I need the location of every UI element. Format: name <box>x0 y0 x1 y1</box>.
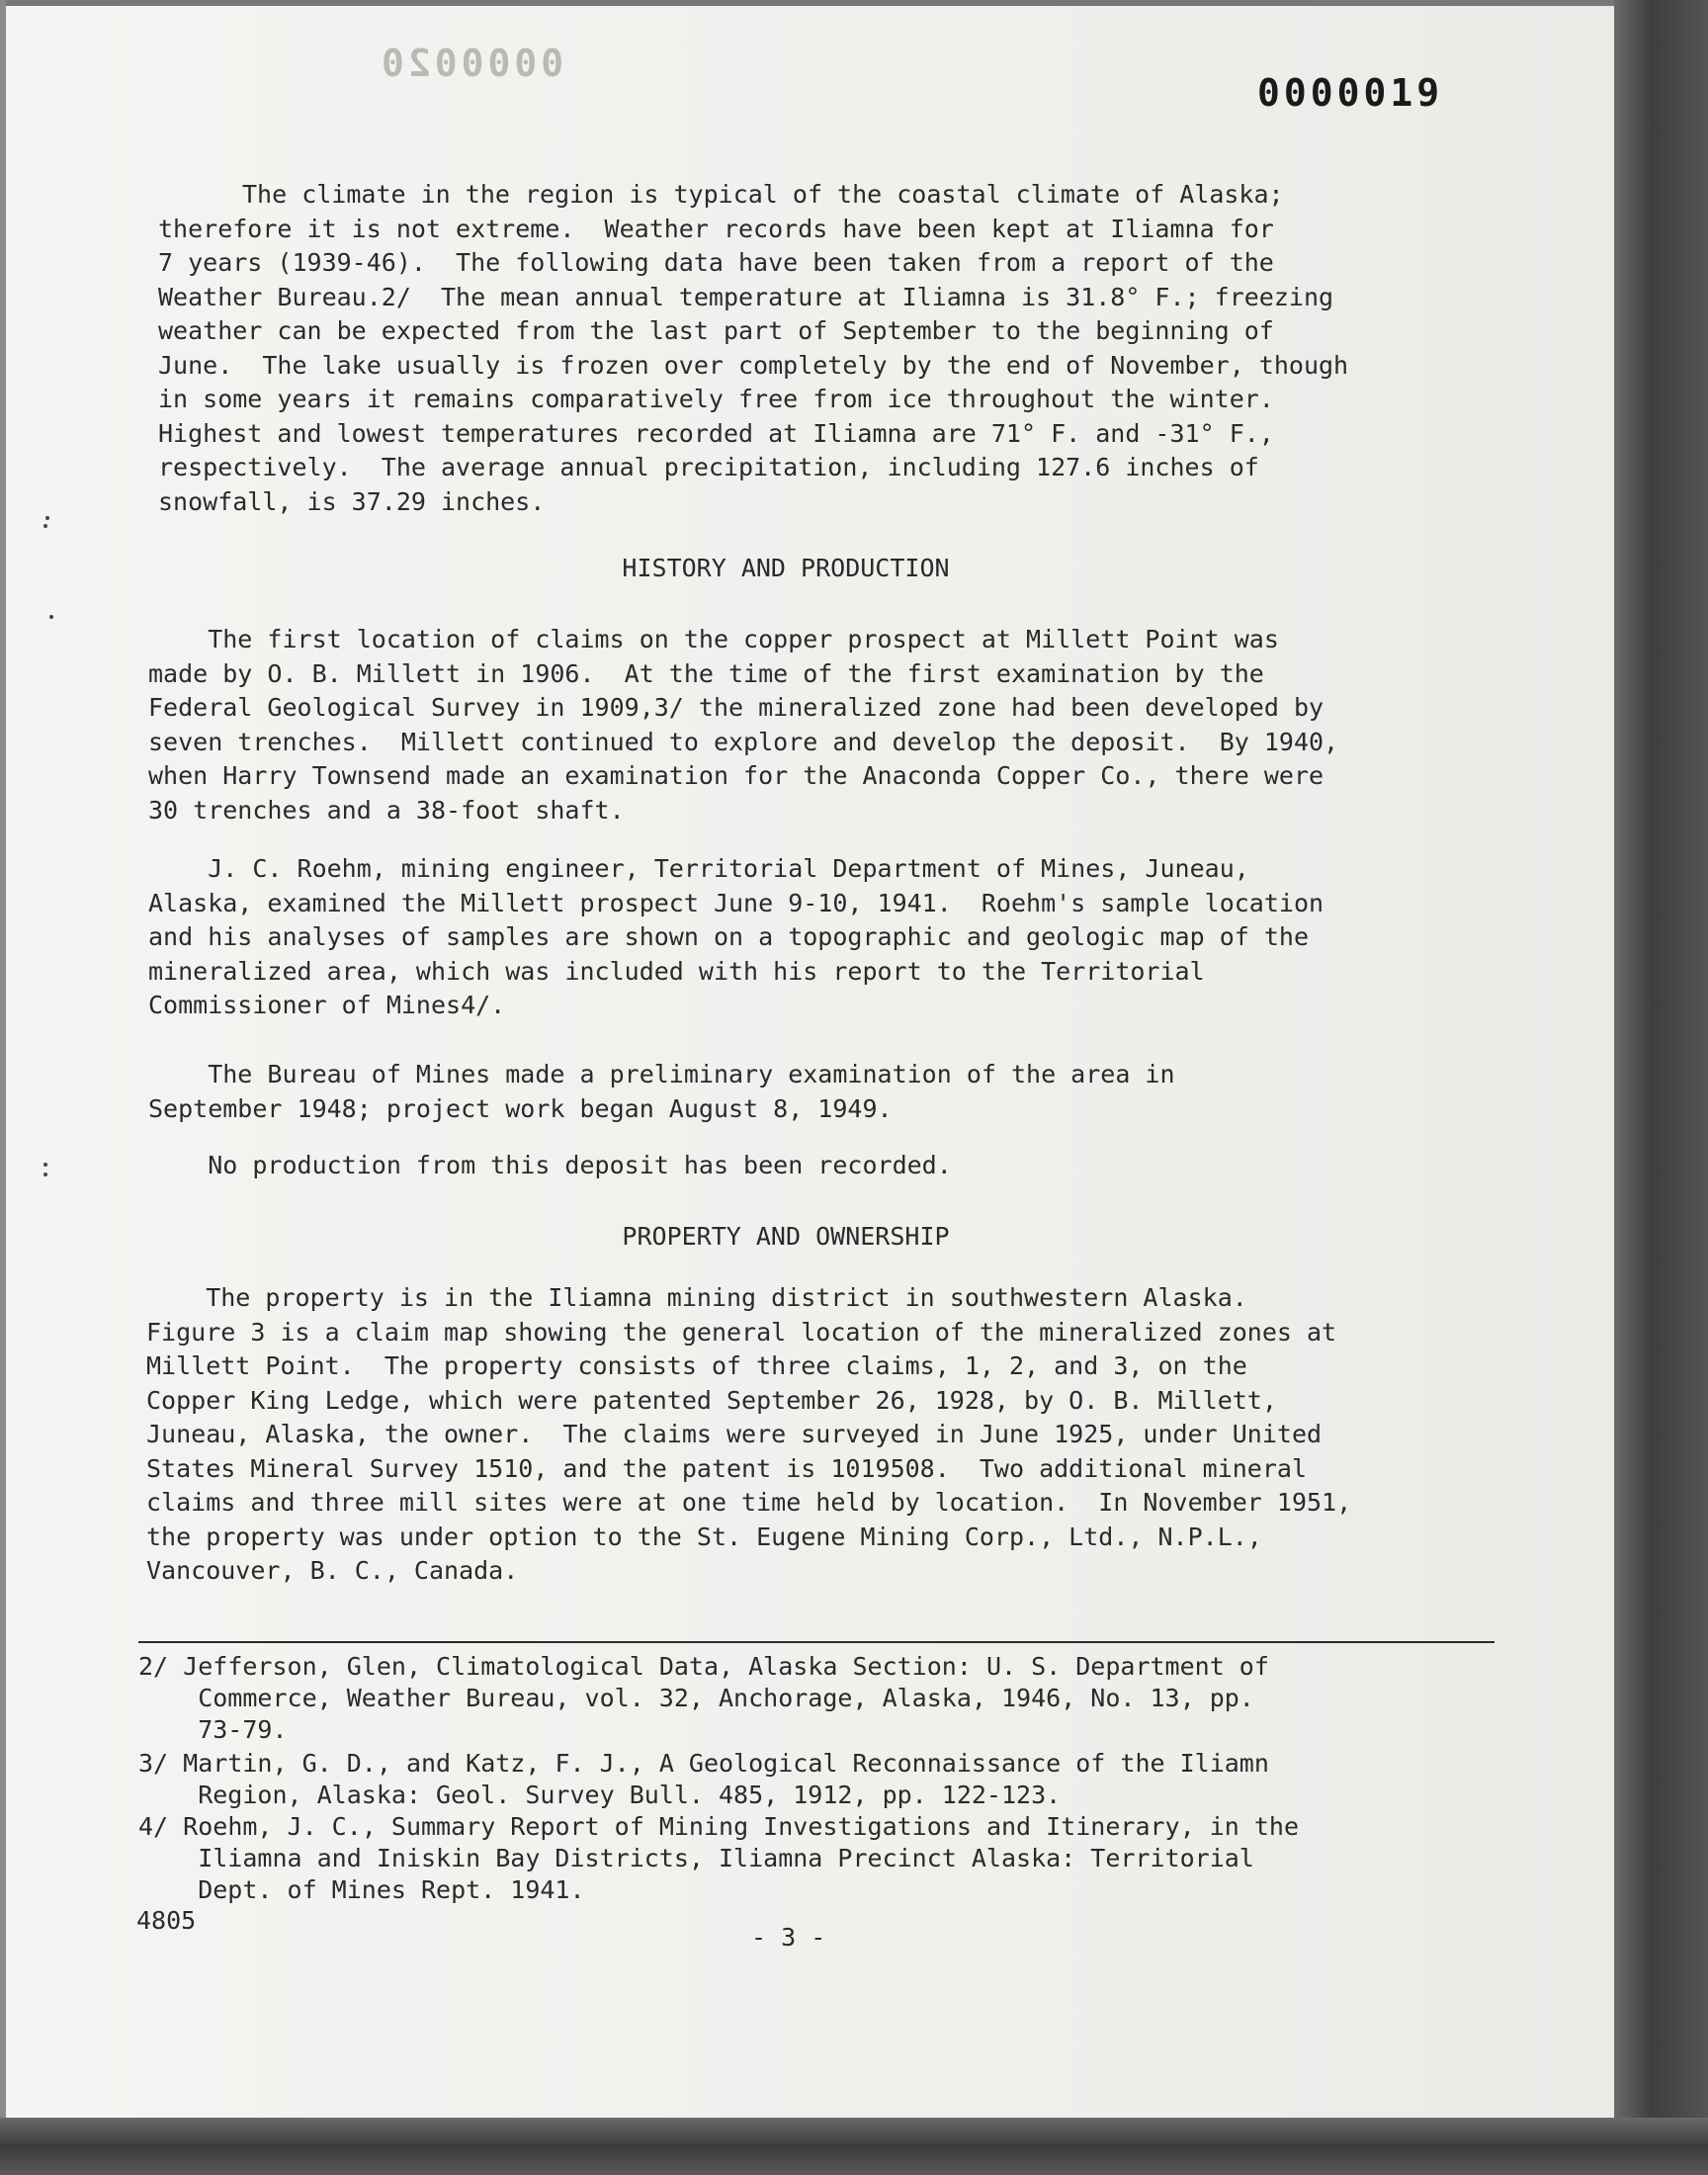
bleed-through-stamp: 0000020 <box>378 42 564 85</box>
text-line: respectively. The average annual precipitation, including 127.6 inches of <box>158 453 1259 481</box>
footnote-line: Iliamna and Iniskin Bay Districts, Iliamna Precinct Alaska: Territorial <box>138 1844 1254 1872</box>
text-line: therefore it is not extreme. Weather records have been kept at Iliamna for <box>158 214 1274 243</box>
text-line: Millett Point. The property consists of three claims, 1, 2, and 3, on the <box>146 1351 1247 1380</box>
history-paragraph-2 <box>148 852 1502 1023</box>
document-code: 4805 <box>136 1906 197 1935</box>
text-line: when Harry Townsend made an examination for the Anaconda Copper Co., there were <box>148 761 1324 790</box>
text-line: Weather Bureau.2/ The mean annual temperature at Iliamna is 31.8° F.; freezing <box>158 282 1334 311</box>
text-line: 30 trenches and a 38-foot shaft. <box>148 795 625 825</box>
scan-speck <box>43 524 47 528</box>
text-line: mineralized area, which was included with his report to the Territorial <box>148 956 1205 986</box>
text-line: 7 years (1939-46). The following data have been taken from a report of the <box>158 248 1274 277</box>
text-line: made by O. B. Millett in 1906. At the time of the first examination by the <box>148 658 1264 688</box>
text-line: Juneau, Alaska, the owner. The claims were surveyed in June 1925, under United <box>146 1420 1323 1448</box>
footnote-marker: 4/ <box>138 1812 169 1841</box>
history-paragraph-4 <box>148 1149 1502 1183</box>
scan-border-left <box>0 0 6 2175</box>
text-line: J. C. Roehm, mining engineer, Territorial Department of Mines, Juneau, <box>148 854 1249 883</box>
footnote-line <box>138 1651 1493 1683</box>
footnote-4 <box>138 1811 1493 1906</box>
footnote-marker: 3/ <box>138 1749 169 1778</box>
scan-border-top <box>0 0 1708 6</box>
scan-speck <box>45 516 49 520</box>
scan-border-right <box>1614 0 1708 2175</box>
footnote-separator <box>138 1641 1494 1643</box>
footnote-line <box>138 1811 1493 1843</box>
text-line: No production from this deposit has been recorded. <box>148 1151 952 1179</box>
property-paragraph <box>146 1281 1500 1589</box>
text-line: snowfall, is 37.29 inches. <box>158 486 546 516</box>
text-line: Commissioner of Mines4/. <box>148 991 506 1019</box>
text-line: Copper King Ledge, which were patented September 26, 1928, by O. B. Millett, <box>146 1385 1277 1415</box>
footnote-3 <box>138 1748 1493 1811</box>
section-heading-property: PROPERTY AND OWNERSHIP <box>622 1222 950 1251</box>
footnote-line: Dept. of Mines Rept. 1941. <box>138 1875 585 1904</box>
climate-paragraph <box>158 178 1512 519</box>
text-line: The climate in the region is typical of the coastal climate of Alaska; <box>242 180 1284 209</box>
text-line: September 1948; project work began August 8, 1949. <box>148 1093 893 1123</box>
history-paragraph-1 <box>148 623 1502 827</box>
text-line: seven trenches. Millett continued to explore and develop the deposit. By 1940, <box>148 727 1339 756</box>
text-line: Federal Geological Survey in 1909,3/ the mineralized zone had been developed by <box>148 693 1324 722</box>
document-stamp-number: 0000019 <box>1257 71 1444 115</box>
footnote-text: Jefferson, Glen, Climatological Data, Alaska Section: U. S. Department of <box>183 1652 1269 1681</box>
history-paragraph-3 <box>148 1058 1502 1126</box>
text-line: The property is in the Iliamna mining district in southwestern Alaska. <box>146 1283 1247 1312</box>
text-line: June. The lake usually is frozen over completely by the end of November, though <box>158 350 1349 380</box>
section-heading-history: HISTORY AND PRODUCTION <box>622 554 950 582</box>
text-line: States Mineral Survey 1510, and the patent is 1019508. Two additional mineral <box>146 1453 1307 1483</box>
footnote-text: Roehm, J. C., Summary Report of Mining Investigations and Itinerary, in the <box>183 1812 1300 1841</box>
footnote-marker: 2/ <box>138 1652 169 1681</box>
footnote-text: Martin, G. D., and Katz, F. J., A Geological Reconnaissance of the Iliamn <box>183 1749 1269 1778</box>
page-number: - 3 - <box>751 1923 826 1952</box>
scan-speck <box>49 615 53 619</box>
footnote-line: 73-79. <box>138 1715 288 1744</box>
text-line: Highest and lowest temperatures recorded at Iliamna are 71° F. and -31° F., <box>158 418 1274 448</box>
scan-border-bottom <box>0 2118 1708 2175</box>
text-line: in some years it remains comparatively free from ice throughout the winter. <box>158 385 1274 413</box>
text-line: weather can be expected from the last part of September to the beginning of <box>158 316 1274 345</box>
text-line: The first location of claims on the copper prospect at Millett Point was <box>148 625 1279 653</box>
footnote-line <box>138 1748 1493 1780</box>
footnote-line: Region, Alaska: Geol. Survey Bull. 485, 1912, pp. 122-123. <box>138 1781 1062 1809</box>
footnote-2 <box>138 1651 1493 1746</box>
text-line: and his analyses of samples are shown on a topographic and geologic map of the <box>148 922 1309 951</box>
text-line: Alaska, examined the Millett prospect June 9-10, 1941. Roehm's sample location <box>148 888 1324 917</box>
scan-speck <box>43 1163 47 1167</box>
footnote-line: Commerce, Weather Bureau, vol. 32, Anchorage, Alaska, 1946, No. 13, pp. <box>138 1684 1254 1712</box>
text-line: Vancouver, B. C., Canada. <box>146 1556 519 1585</box>
text-line: the property was under option to the St. Eugene Mining Corp., Ltd., N.P.L., <box>146 1522 1262 1551</box>
text-line: claims and three mill sites were at one time held by location. In November 1951, <box>146 1488 1352 1517</box>
text-line: Figure 3 is a claim map showing the general location of the mineralized zones at <box>146 1317 1337 1347</box>
text-line: The Bureau of Mines made a preliminary examination of the area in <box>148 1060 1175 1088</box>
scan-speck <box>43 1173 47 1176</box>
